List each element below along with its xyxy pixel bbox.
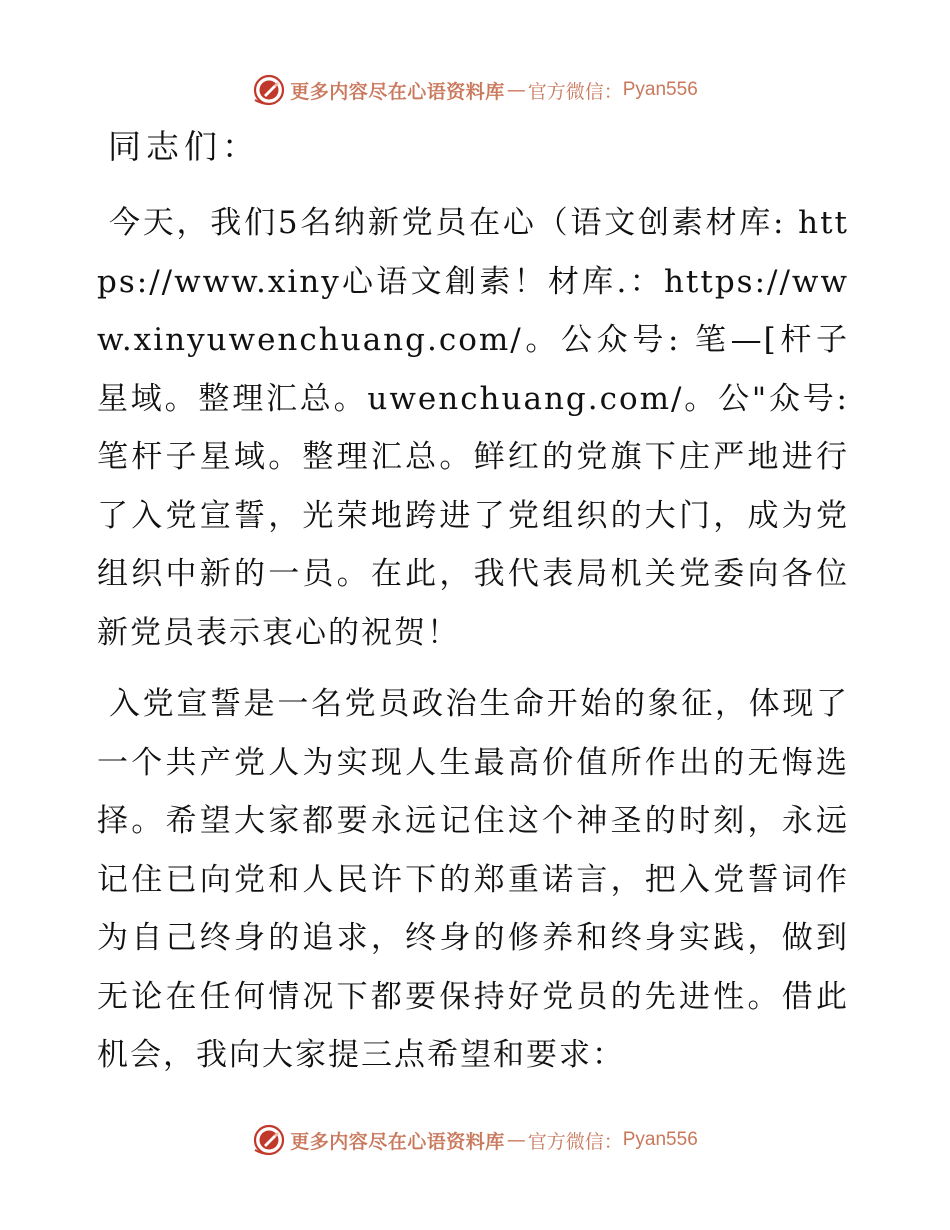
pen-logo-icon (252, 1123, 286, 1157)
footer-watermark-banner (0, 1118, 950, 1162)
banner-separator: — (506, 1129, 526, 1151)
banner-wechat-account: Pyan556 (622, 79, 698, 100)
paragraph-oath-significance: 入党宣誓是一名党员政治生命开始的象征，体现了一个共产党人为实现人生最高价值所作出的无悔选择。希望大家都要永远记住这个神圣的时刻，永远记住已向党和人民许下的郑重诺言，把入党誓词作为自己终身的追求，终身的修养和终身实践，做到无论在任何情况下都要保持好党员的先进性。借此机会，我向大家提三点希望和要求： (97, 686, 849, 1073)
banner-brand-text: 更多内容尽在心语资料库 (290, 1130, 505, 1153)
banner-brand-text: 更多内容尽在心语资料库 (290, 80, 505, 103)
paragraph-congratulations: 今天，我们5名纳新党员在心（语文创素材库: https://www.xiny心语文創素！材库.：https://www.xinyuwenchuang.com/。公众号: 笔—[杆子星域。整理汇总。uwenchuang.com/。公"众号: 笔杆子星域。整理汇总。鲜红的党旗下庄严地进行了入党宣誓，光荣地跨进了党组织的大门，成为党组织中新的一员。在此，我代表局机关党委向各位新党员表示衷心的祝贺！ (97, 205, 849, 651)
pen-logo-icon (252, 73, 286, 107)
banner-wechat-account: Pyan556 (622, 1129, 698, 1150)
banner-wechat-label: 官方微信： (527, 1130, 623, 1153)
document-greeting: 同志们： (108, 127, 260, 166)
header-watermark-banner (0, 68, 950, 112)
banner-separator: — (506, 79, 526, 101)
banner-wechat-label: 官方微信： (527, 80, 623, 103)
